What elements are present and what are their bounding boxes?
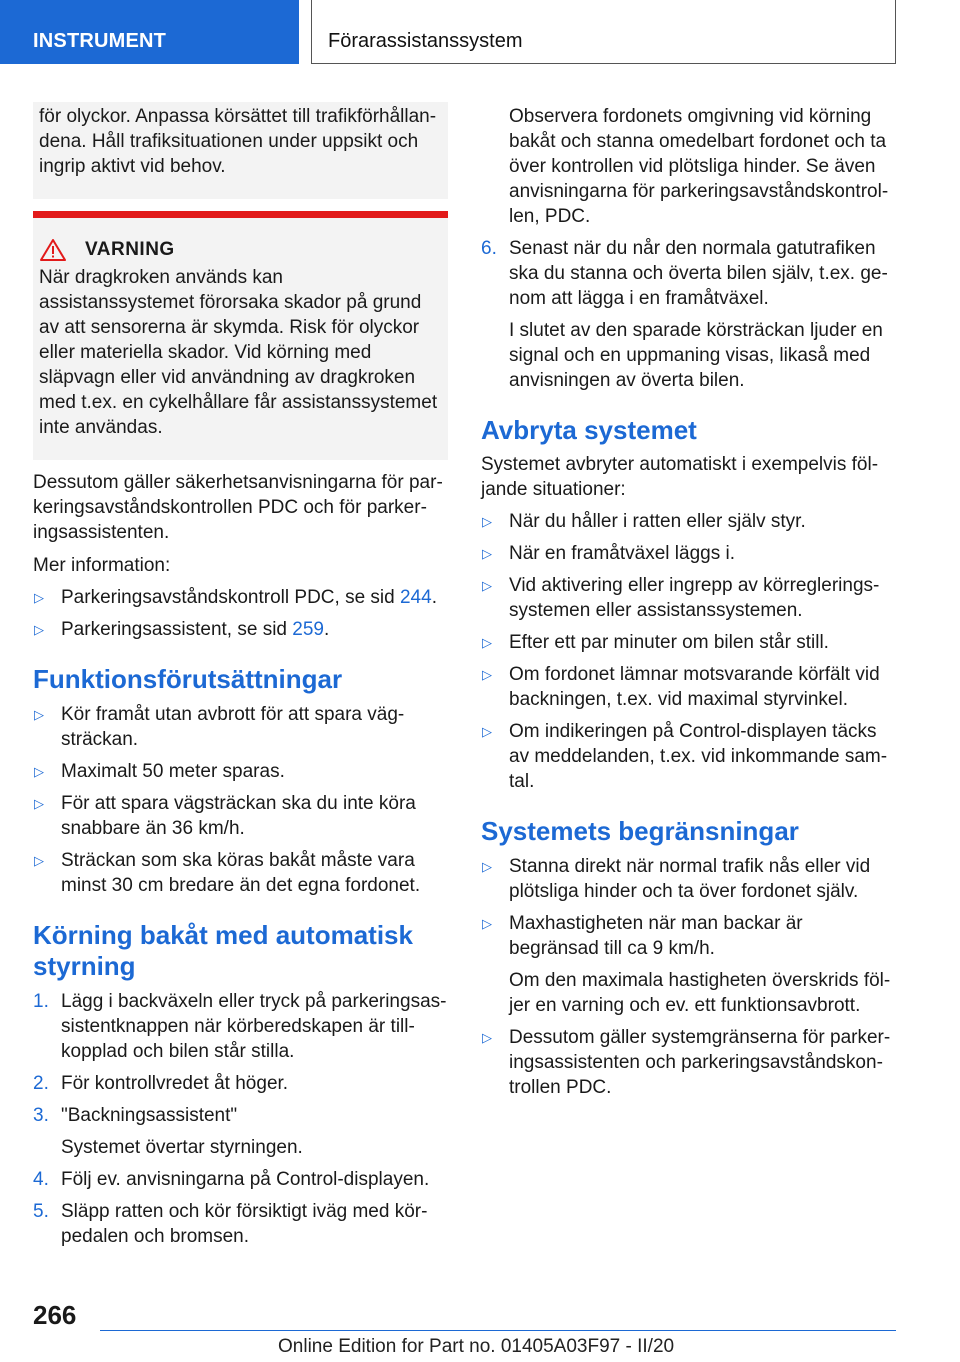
step-item: 2. För kontrollvredet åt höger. — [33, 1073, 289, 1094]
list-item: ▷ Maxhastigheten när man backar är begränsad till ca 9 km/h. — [481, 911, 896, 961]
page-link-259[interactable]: 259 — [292, 619, 324, 640]
warning-header — [39, 238, 442, 262]
list-item: ▷ För att spara vägsträckan ska du inte köra snabbare än 36 km/h. — [33, 791, 448, 841]
page-number: 266 — [33, 1300, 77, 1330]
list-item: ▷ Dessutom gäller systemgränserna för parkeringsassistenten och parkeringsavståndskontrollen PDC. — [481, 1025, 896, 1100]
list-item: ▷ Sträckan som ska köras bakåt måste vara minst 30 cm bredare än det egna fordonet. — [33, 848, 448, 898]
cancel-intro: Systemet avbryter automatiskt i exempelvis följande situationer: — [481, 454, 879, 500]
step6-sub-text: I slutet av den sparade körsträckan ljuder en signal och en uppmaning visas, likaså med anvisningen av överta bilen. — [509, 320, 883, 391]
footer-divider — [100, 1330, 896, 1331]
note-text: för olyckor. Anpassa körsättet till trafikförhållandena. Håll trafiksituationen under uppsikt och ingrip aktivt vid behov. — [39, 106, 437, 177]
list-item: ▷ Parkeringsavståndskontroll PDC, se sid 244. — [33, 585, 448, 610]
limits-sub-text: Om den maximala hastigheten överskrids följer en varning och ev. ett funktionsavbrott. — [509, 970, 891, 1016]
safety-paragraph: Dessutom gäller säkerhetsanvisningarna för parkeringsavståndskontrollen PDC och för parkeringsassistenten. — [33, 472, 443, 543]
step-item: 4. Följ ev. anvisningarna på Control-displayen. — [33, 1169, 430, 1190]
heading-cancel: Avbryta systemet — [481, 415, 697, 445]
list-item: ▷ När du håller i ratten eller själv styr. — [481, 509, 896, 534]
heading-limits: Systemets begränsningar — [481, 816, 799, 846]
warning-triangle-icon — [39, 238, 67, 262]
steps-list-right — [481, 236, 896, 311]
left-column — [33, 102, 448, 1249]
step-item: 6. Senast när du når den normala gatutrafiken ska du stanna och överta bilen själv, t.ex. genom att lägga i en framåtväxel. — [481, 238, 888, 309]
note-box — [33, 102, 448, 199]
list-item: ▷ Maximalt 50 meter sparas. — [33, 759, 448, 784]
list-item: ▷ Parkeringsassistent, se sid 259. — [33, 617, 448, 642]
cancel-list — [481, 509, 896, 794]
list-item: ▷ Kör framåt utan avbrott för att spara vägsträckan. — [33, 702, 448, 752]
list-item: ▷ Stanna direkt när normal trafik nås eller vid plötsliga hinder och ta över fordonet själv. — [481, 854, 896, 904]
heading-reverse: Körning bakåt med automatisk styrning — [33, 920, 413, 981]
steps-list-cont — [33, 1167, 448, 1249]
step-item: 5. Släpp ratten och kör försiktigt iväg med körpedalen och bromsen. — [33, 1201, 428, 1247]
list-item: ▷ Vid aktivering eller ingrepp av körregleringssystemen eller assistanssystemen. — [481, 573, 896, 623]
more-info-label: Mer information: — [33, 555, 171, 576]
warning-text: När dragkroken används kan assistanssystemet förorsaka skador på grund av att sensorerna är skymda. Risk för olyckor eller materiella skador. Vid körning med släpvagn eller vid användning av dragkroken med t.ex. en cykelhållare får assistanssystemet inte användas. — [39, 267, 438, 438]
limits-list-cont — [481, 1025, 896, 1100]
step-sub-text: Systemet övertar styrningen. — [61, 1137, 303, 1158]
warning-title: VARNING — [85, 239, 175, 260]
step5-continued: Observera fordonets omgivning vid körning bakåt och stanna omedelbart fordonet och ta över kontrollen vid plötsliga hinder. Se även anvisningarna för parkeringsavståndskontrollen, PDC. — [509, 106, 889, 227]
page-link-244[interactable]: 244 — [399, 587, 432, 608]
chapter-title: Förarassistanssystem — [311, 0, 896, 64]
list-item: ▷ När en framåtväxel läggs i. — [481, 541, 896, 566]
list-item: ▷ Om fordonet lämnar motsvarande körfält vid backningen, t.ex. vid maximal styrvinkel. — [481, 662, 896, 712]
page-header — [0, 0, 960, 66]
steps-list — [33, 989, 448, 1128]
warning-box — [33, 211, 448, 460]
heading-functions: Funktionsförutsättningar — [33, 664, 343, 694]
section-tab: INSTRUMENT — [0, 0, 299, 64]
step-item: 1. Lägg i backväxeln eller tryck på parkeringsassistentknappen när körberedskapen är tillkopplad och bilen står stilla. — [33, 991, 447, 1062]
footer-edition: Online Edition for Part no. 01405A03F97 - II/20 — [278, 1336, 675, 1357]
list-item: ▷ Om indikeringen på Control-displayen täcks av meddelanden, t.ex. vid inkommande samtal. — [481, 719, 896, 794]
more-info-list — [33, 585, 448, 642]
limits-list — [481, 854, 896, 961]
functions-list — [33, 702, 448, 898]
list-item: ▷ Efter ett par minuter om bilen står still. — [481, 630, 896, 655]
right-column — [481, 102, 896, 1100]
step-item: 3. "Backningsassistent" — [33, 1105, 238, 1126]
